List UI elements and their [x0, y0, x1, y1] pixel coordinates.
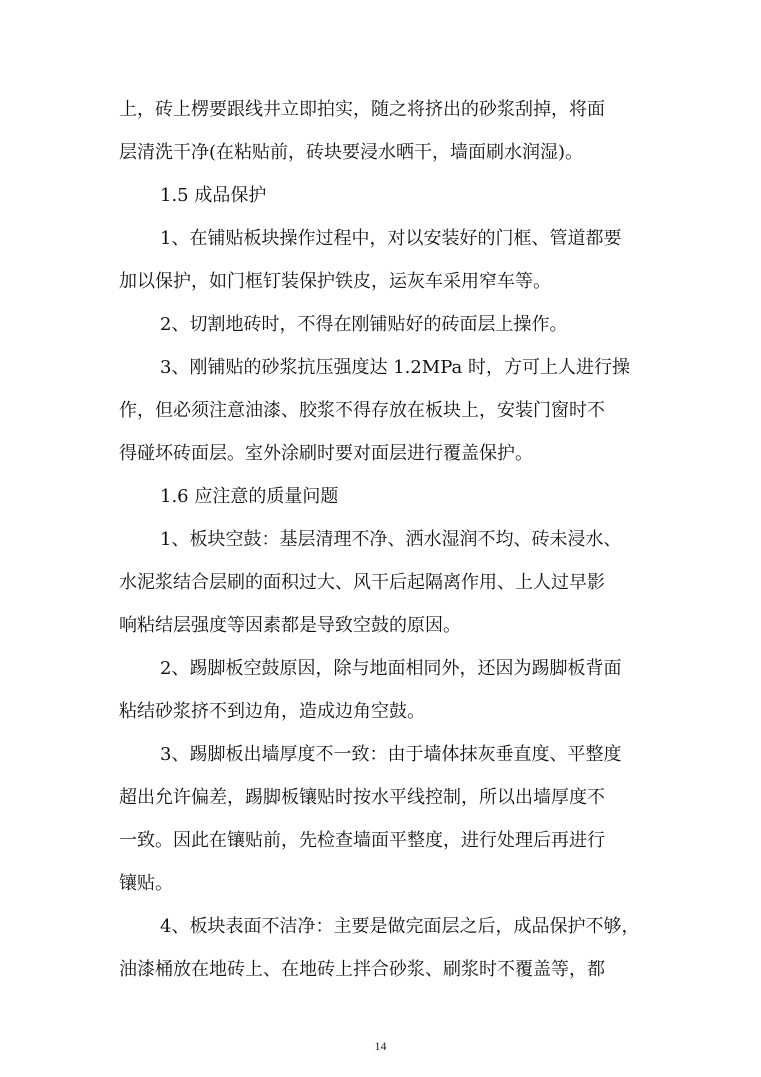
text-line: 镶贴。 [119, 873, 173, 894]
text-line: 油漆桶放在地砖上、在地砖上拌合砂浆、刷浆时不覆盖等，都 [119, 959, 605, 980]
page-number: 14 [374, 1039, 387, 1053]
text-line: 作，但必须注意油漆、胶浆不得存放在板块上，安装门窗时不 [119, 400, 605, 421]
text-line: 粘结砂浆挤不到边角，造成边角空鼓。 [119, 701, 425, 722]
text-line: 一致。因此在镶贴前，先检查墙面平整度，进行处理后再进行 [119, 830, 605, 851]
text-line: 得碰坏砖面层。室外涂刷时要对面层进行覆盖保护。 [119, 443, 533, 464]
section-heading-1-5: 1.5 成品保护 [160, 185, 267, 206]
text-line: 水泥浆结合层刷的面积过大、风干后起隔离作用、上人过早影 [119, 572, 605, 593]
section-heading-1-6: 1.6 应注意的质量问题 [160, 486, 339, 507]
text-line: 层清洗干净(在粘贴前，砖块要浸水晒干，墙面刷水润湿)。 [119, 142, 584, 163]
text-line: 超出允许偏差，踢脚板镶贴时按水平线控制，所以出墙厚度不 [119, 787, 605, 808]
text-line: 1、在铺贴板块操作过程中，对以安装好的门框、管道都要 [160, 228, 622, 249]
text-line: 3、刚铺贴的砂浆抗压强度达 1.2MPa 时，方可上人进行操 [160, 357, 630, 378]
text-line: 上，砖上楞要跟线井立即拍实，随之将挤出的砂浆刮掉，将面 [119, 99, 605, 120]
text-line: 2、踢脚板空鼓原因，除与地面相同外，还因为踢脚板背面 [160, 658, 622, 679]
text-line: 3、踢脚板出墙厚度不一致：由于墙体抹灰垂直度、平整度 [160, 744, 622, 765]
text-line: 4、板块表面不洁净：主要是做完面层之后，成品保护不够， [160, 916, 640, 937]
text-line: 1、板块空鼓：基层清理不净、洒水湿润不均、砖未浸水、 [160, 529, 622, 550]
text-line: 加以保护，如门框钉装保护铁皮，运灰车采用窄车等。 [119, 271, 551, 292]
text-line: 2、切割地砖时，不得在刚铺贴好的砖面层上操作。 [160, 314, 568, 335]
text-line: 响粘结层强度等因素都是导致空鼓的原因。 [119, 615, 461, 636]
